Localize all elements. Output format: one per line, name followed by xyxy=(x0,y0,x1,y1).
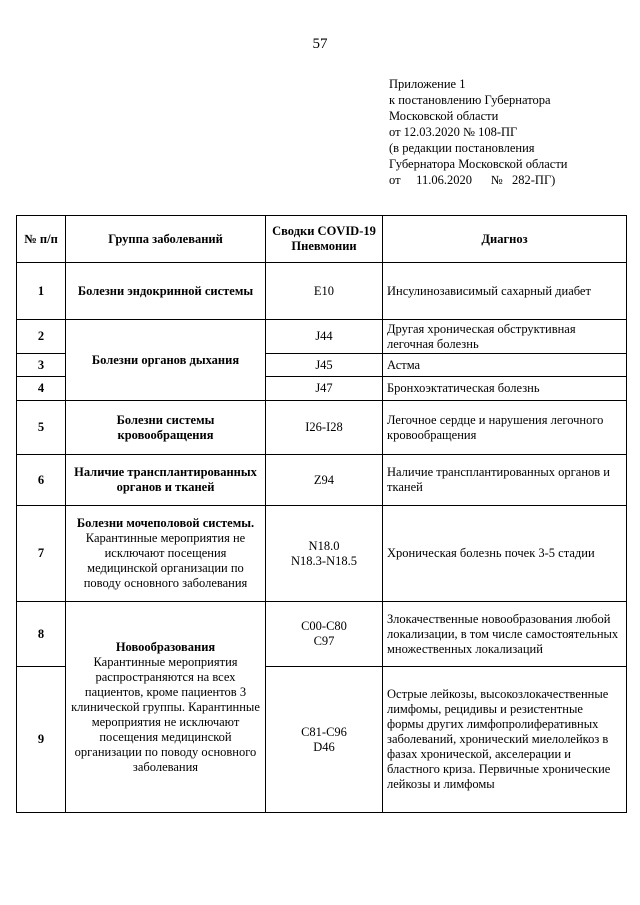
group-cell xyxy=(66,506,266,602)
group-note: Карантинные мероприятия распространяются на всех пациентов, кроме пациентов 3 клинической группы. Карантинные мероприятия не исключают посещения медицинской организации по поводу основного заболевания xyxy=(71,654,260,774)
code-cell xyxy=(266,506,383,602)
header-diagnosis: Диагноз xyxy=(383,216,627,263)
code-cell: Z94 xyxy=(266,455,383,506)
group-cell xyxy=(66,602,266,813)
code-cell: J45 xyxy=(266,354,383,377)
code-line: N18.3-N18.5 xyxy=(291,553,357,568)
appendix-line: от 12.03.2020 № 108-ПГ xyxy=(389,125,518,139)
diagnosis-cell: Бронхоэктатическая болезнь xyxy=(383,377,627,401)
diseases-table xyxy=(16,215,627,813)
diagnosis-cell: Легочное сердце и нарушения легочного кровообращения xyxy=(383,401,627,455)
diagnosis-cell: Злокачественные новообразования любой локализации, в том числе самостоятельных множественных локализаций xyxy=(383,602,627,667)
diagnosis-cell: Астма xyxy=(383,354,627,377)
row-num: 1 xyxy=(17,263,66,320)
appendix-header xyxy=(389,76,567,188)
header-group: Группа заболеваний xyxy=(66,216,266,263)
appendix-line: Московской области xyxy=(389,109,499,123)
code-line: N18.0 xyxy=(308,538,340,553)
code-line: C81-C96 xyxy=(301,724,347,739)
appendix-line: Приложение 1 xyxy=(389,77,466,91)
table-row xyxy=(17,602,627,667)
code-cell: I26-I28 xyxy=(266,401,383,455)
group-cell: Болезни эндокринной системы xyxy=(66,263,266,320)
row-num: 9 xyxy=(17,667,66,813)
appendix-line: Губернатора Московской области xyxy=(389,157,568,171)
diagnosis-cell: Наличие трансплантированных органов и тканей xyxy=(383,455,627,506)
diagnosis-cell: Острые лейкозы, высокозлокачественные лимфомы, рецидивы и резистентные формы других лимфопролиферативных заболеваний, хронический миелолейкоз в фазах хронической, акселерации и бластного криза. Первичные хронические лейкозы и лимфомы xyxy=(383,667,627,813)
appendix-line: (в редакции постановления xyxy=(389,141,535,155)
header-code: Сводки COVID-19 Пневмонии xyxy=(266,216,383,263)
appendix-line: к постановлению Губернатора xyxy=(389,93,551,107)
table-row xyxy=(17,401,627,455)
row-num: 8 xyxy=(17,602,66,667)
row-num: 5 xyxy=(17,401,66,455)
table-row xyxy=(17,506,627,602)
table-header-row xyxy=(17,216,627,263)
row-num: 6 xyxy=(17,455,66,506)
code-line: C00-C80 xyxy=(301,619,347,633)
group-note: Карантинные мероприятия не исключают посещения медицинской организации по поводу основного заболевания xyxy=(83,531,248,590)
diagnosis-cell: Другая хроническая обструктивная легочная болезнь xyxy=(383,320,627,354)
page-number: 57 xyxy=(312,36,328,52)
row-num: 4 xyxy=(17,377,66,401)
group-cell: Болезни органов дыхания xyxy=(66,320,266,401)
group-title: Болезни мочеполовой системы. xyxy=(76,516,255,530)
code-cell: E10 xyxy=(266,263,383,320)
group-title: Новообразования xyxy=(115,639,216,654)
code-cell xyxy=(266,602,383,667)
code-cell xyxy=(266,667,383,813)
table-row xyxy=(17,263,627,320)
header-num: № п/п xyxy=(17,216,66,263)
code-line: C97 xyxy=(313,634,335,648)
row-num: 3 xyxy=(17,354,66,377)
row-num: 2 xyxy=(17,320,66,354)
row-num: 7 xyxy=(17,506,66,602)
table-row xyxy=(17,320,627,354)
group-cell: Наличие трансплантированных органов и тканей xyxy=(66,455,266,506)
code-cell: J44 xyxy=(266,320,383,354)
code-line: D46 xyxy=(313,739,335,754)
table-row xyxy=(17,455,627,506)
diagnosis-cell: Инсулинозависимый сахарный диабет xyxy=(383,263,627,320)
appendix-line: от 11.06.2020 № 282-ПГ) xyxy=(389,173,556,187)
diagnosis-cell: Хроническая болезнь почек 3-5 стадии xyxy=(383,506,627,602)
group-cell: Болезни системы кровообращения xyxy=(66,401,266,455)
code-cell: J47 xyxy=(266,377,383,401)
